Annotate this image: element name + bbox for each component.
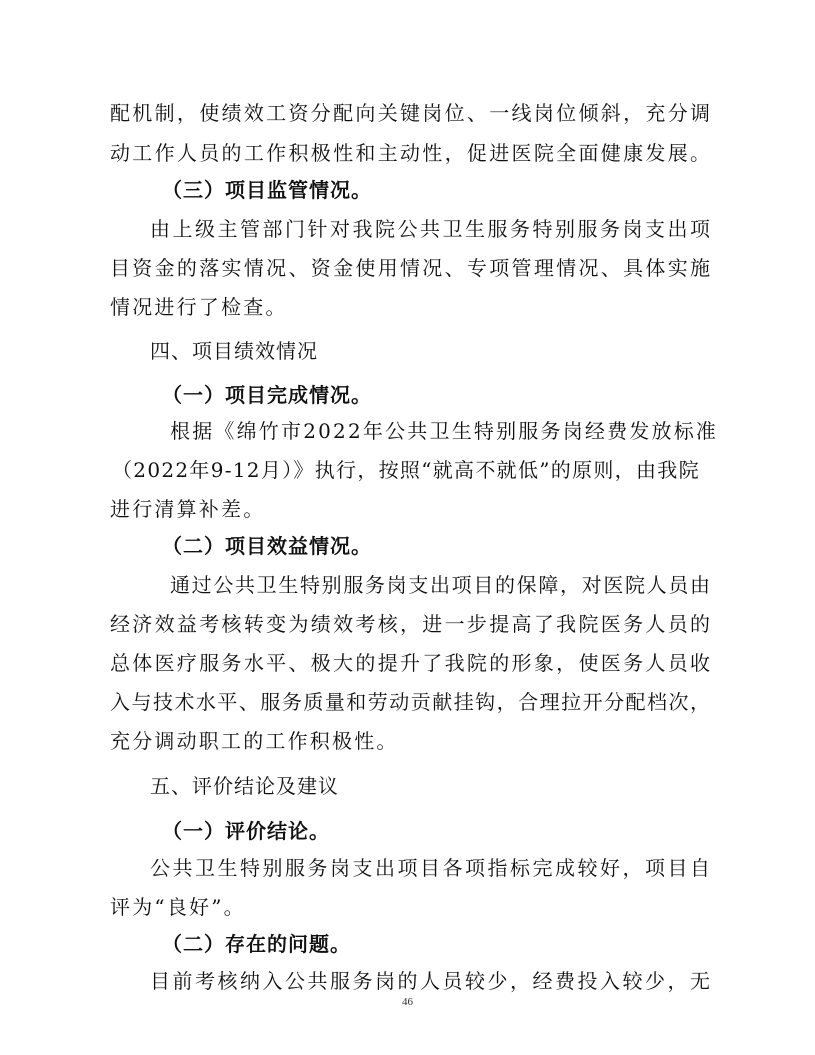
paragraph-line: 充分调动职工的工作积极性。 — [110, 729, 399, 753]
paragraph-line: 根据《绵竹市2022年公共卫生特别服务岗经费发放标准 — [170, 419, 719, 443]
page-number: 46 — [402, 996, 413, 1008]
paragraph-line: 经济效益考核转变为绩效考核，进一步提高了我院医务人员的 — [110, 612, 710, 636]
paragraph-line: 由上级主管部门针对我院公共卫生服务特别服务岗支出项 — [150, 217, 710, 241]
subheading-completion: （一）项目完成情况。 — [162, 383, 372, 407]
paragraph-line: 通过公共卫生特别服务岗支出项目的保障，对医院人员由 — [170, 573, 710, 597]
paragraph-line: 进行清算补差。 — [110, 497, 266, 521]
paragraph-line: 总体医疗服务水平、极大的提升了我院的形象，使医务人员收 — [110, 651, 710, 675]
section-heading-5: 五、评价结论及建议 — [150, 774, 339, 798]
paragraph-line: 公共卫生特别服务岗支出项目各项指标完成较好，项目自 — [150, 856, 710, 880]
subheading-conclusion: （一）评价结论。 — [162, 819, 330, 843]
paragraph-line: 动工作人员的工作积极性和主动性，促进医院全面健康发展。 — [110, 141, 710, 165]
subheading-supervision: （三）项目监管情况。 — [162, 178, 372, 202]
paragraph-line: （2022年9-12月）》执行，按照“就高不就低”的原则，由我院 — [112, 458, 700, 482]
subheading-benefit: （二）项目效益情况。 — [162, 534, 372, 558]
paragraph-line: 目前考核纳入公共服务岗的人员较少，经费投入较少，无 — [150, 969, 710, 993]
paragraph-line: 入与技术水平、服务质量和劳动贡献挂钩，合理拉开分配档次， — [110, 690, 710, 714]
section-heading-4: 四、项目绩效情况 — [150, 339, 318, 363]
paragraph-line: 评为“良好”。 — [110, 895, 246, 919]
paragraph-line: 配机制，使绩效工资分配向关键岗位、一线岗位倾斜，充分调 — [110, 101, 710, 125]
paragraph-line: 情况进行了检查。 — [110, 295, 288, 319]
subheading-problems: （二）存在的问题。 — [162, 932, 351, 956]
paragraph-line: 目资金的落实情况、资金使用情况、专项管理情况、具体实施 — [110, 256, 710, 280]
